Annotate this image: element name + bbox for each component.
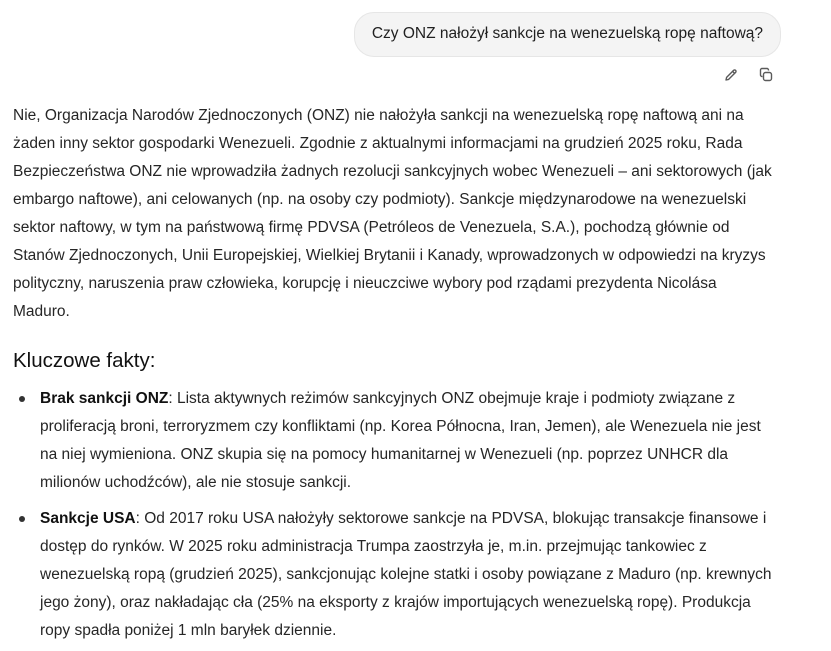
fact-title: Brak sankcji ONZ <box>40 390 169 407</box>
copy-icon[interactable] <box>757 66 775 84</box>
fact-text: : Lista aktywnych reżimów sankcyjnych ONZ obejmuje kraje i podmioty związane z proliferacją broni, terroryzmem czy konfliktami (np. Korea Północna, Iran, Jemen), ale Wenezuela nie jest na niej wymieniona. ONZ skupia się na pomocy humanitarnej w Wenezueli (np. poprzez UNHCR dla milionów uchodźców), ale nie stosuje sankcji. <box>40 390 761 491</box>
list-item <box>13 385 773 497</box>
list-item <box>13 505 773 645</box>
assistant-answer <box>13 102 773 651</box>
user-message-bubble: Czy ONZ nałożył sankcje na wenezuelską ropę naftową? <box>354 12 781 57</box>
fact-text: : Od 2017 roku USA nałożyły sektorowe sankcje na PDVSA, blokując transakcje finansowe i dostęp do rynków. W 2025 roku administracja Trumpa zaostrzyła je, m.in. przejmując tankowiec z wenezuelską ropą (grudzień 2025), sankcjonując kolejne statki i osoby powiązane z Maduro (np. krewnych jego żony), oraz nakładając cła (25% na eksporty z krajów importujących wenezuelską ropę). Produkcja ropy spadła poniżej 1 mln baryłek dziennie. <box>40 510 772 639</box>
facts-list <box>13 385 773 645</box>
bullet-icon <box>19 516 25 522</box>
bullet-icon <box>19 396 25 402</box>
user-message-row <box>354 12 781 57</box>
section-heading: Kluczowe fakty: <box>13 349 156 372</box>
user-message-actions <box>722 66 775 84</box>
answer-intro: Nie, Organizacja Narodów Zjednoczonych (ONZ) nie nałożyła sankcji na wenezuelską ropę naftową ani na żaden inny sektor gospodarki Wenezueli. Zgodnie z aktualnymi informacjami na grudzień 2025 roku, Rada Bezpieczeństwa ONZ nie wprowadziła żadnych rezolucji sankcyjnych wobec Wenezueli – ani sektorowych (jak embargo naftowe), ani celowanych (np. na osoby czy podmioty). Sankcje międzynarodowe na wenezuelski sektor naftowy, w tym na państwową firmę PDVSA (Petróleos de Venezuela, S.A.), pochodzą głównie od Stanów Zjednoczonych, Unii Europejskiej, Wielkiej Brytanii i Kanady, wprowadzonych w odpowiedzi na kryzys polityczny, naruszenia praw człowieka, korupcję i nieuczciwe wybory pod rządami prezydenta Nicolása Maduro. <box>13 107 772 320</box>
pencil-icon[interactable] <box>722 66 740 84</box>
fact-title: Sankcje USA <box>40 510 136 527</box>
